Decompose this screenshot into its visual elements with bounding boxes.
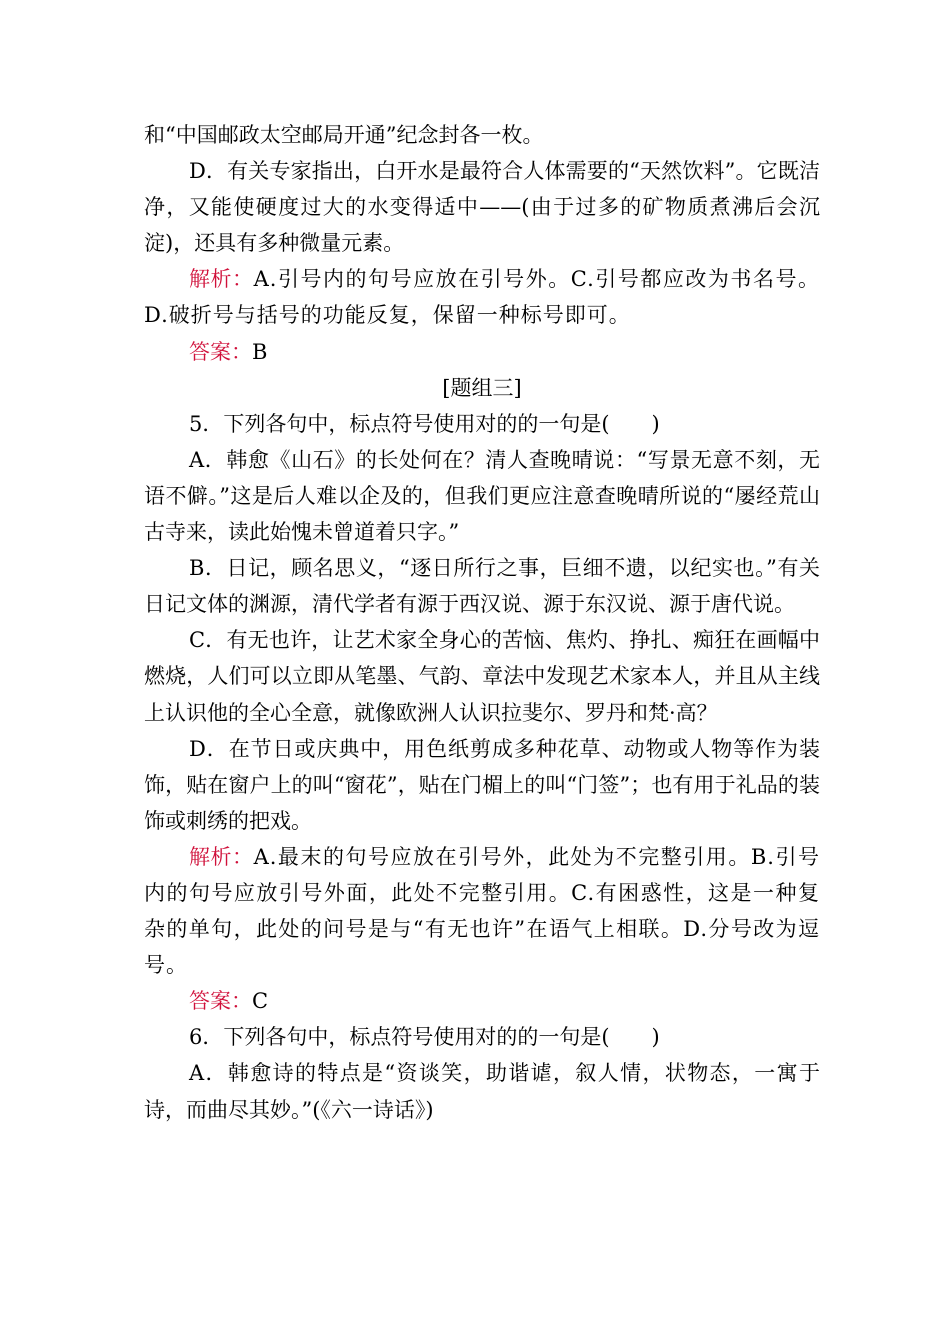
explanation-label: 解析： (189, 267, 254, 292)
question-5-explanation (144, 839, 820, 983)
answer-label: 答案： (189, 989, 252, 1014)
explanation-label: 解析： (189, 844, 254, 869)
option-d-paragraph: D．有关专家指出，白开水是最符合人体需要的“天然饮料”。它既洁净，又能使硬度过大的水变得适中——(由于过多的矿物质煮沸后会沉淀)，还具有多种微量元素。 (144, 159, 820, 256)
section-heading: [题组三] (442, 375, 522, 400)
explanation-text: A.引号内的句号应放在引号外。C.引号都应改为书名号。D.破折号与括号的功能反复，保留一种标号即可。 (144, 267, 820, 328)
answer-text: B (252, 339, 268, 364)
answer-paragraph (144, 334, 820, 370)
answer-label: 答案： (189, 339, 252, 364)
question-5-option-a: A．韩愈《山石》的长处何在？清人查晚晴说：“写景无意不刻，无语不僻。”这是后人难以企及的，但我们更应注意查晚晴所说的“屡经荒山古寺来，读此始愧未曾道着只字。” (144, 447, 820, 545)
document-body (144, 117, 820, 1128)
explanation-text: A.最末的句号应放在引号外，此处为不完整引用。B.引号内的句号应放引号外面，此处不完整引用。C.有困惑性，这是一种复杂的单句，此处的问号是与“有无也许”在语气上相联。D.分号改为逗号。 (144, 844, 820, 978)
explanation-paragraph (144, 261, 820, 333)
question-5-answer (144, 983, 820, 1019)
question-5-option-c: C．有无也许，让艺术家全身心的苦恼、焦灼、挣扎、痴狂在画幅中燃烧，人们可以立即从笔墨、气韵、章法中发现艺术家本人，并且从主线上认识他的全心全意，就像欧洲人认识拉斐尔、罗丹和梵·高？ (144, 628, 820, 725)
question-6-option-a: A．韩愈诗的特点是“资谈笑，助谐谑，叙人情，状物态，一寓于诗，而曲尽其妙。”(《六一诗话》) (144, 1061, 820, 1122)
paragraph-continuation: 和“中国邮政太空邮局开通”纪念封各一枚。 (144, 123, 544, 147)
question-6: 6．下列各句中，标点符号使用对的的一句是( ) (189, 1025, 660, 1050)
answer-text: C (252, 989, 269, 1014)
question-5: 5．下列各句中，标点符号使用对的的一句是( ) (189, 411, 660, 436)
question-5-option-d: D．在节日或庆典中，用色纸剪成多种花草、动物或人物等作为装饰，贴在窗户上的叫“窗花”，贴在门楣上的叫“门签”；也有用于礼品的装饰或刺绣的把戏。 (144, 736, 820, 833)
question-5-option-b: B．日记，顾名思义，“逐日所行之事，巨细不遗，以纪实也。”有关日记文体的渊源，清代学者有源于西汉说、源于东汉说、源于唐代说。 (144, 556, 820, 617)
